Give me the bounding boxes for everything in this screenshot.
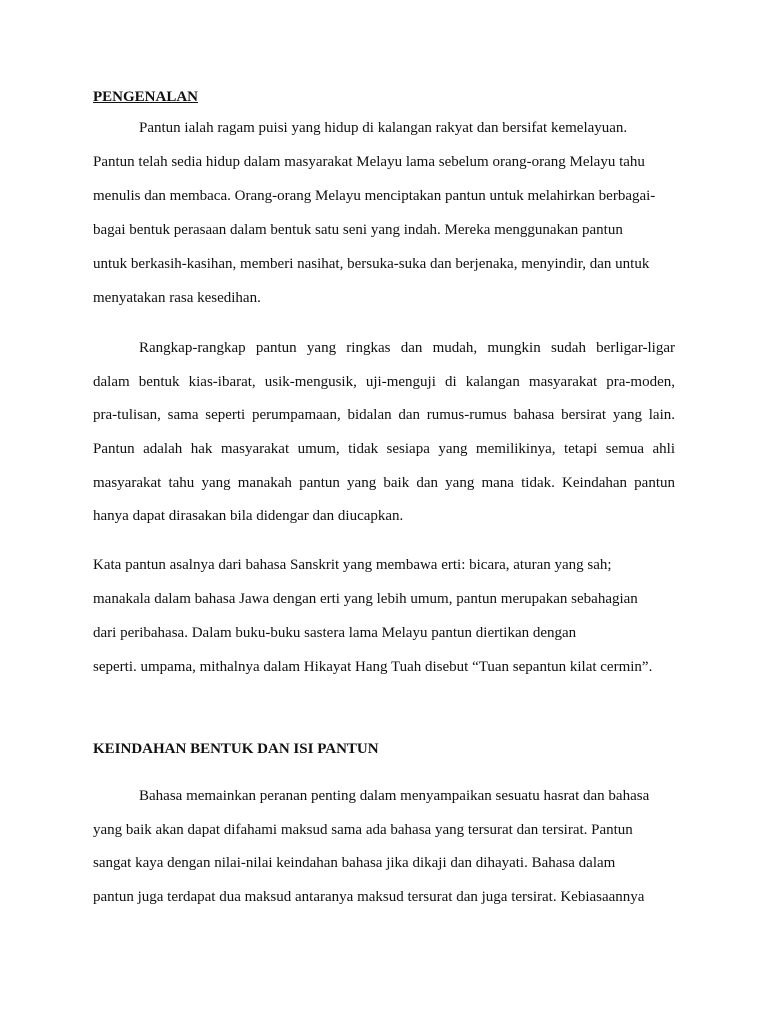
paragraph-line: bagai bentuk perasaan dalam bentuk satu seni yang indah. Mereka menggunakan pantun [93,222,623,238]
paragraph-line: Kata pantun asalnya dari bahasa Sanskrit yang membawa erti: bicara, aturan yang sah; [93,557,612,573]
paragraph-line: masyarakat tahu yang manakah pantun yang baik dan yang mana tidak. Keindahan pantun [93,475,675,491]
paragraph-line: hanya dapat dirasakan bila didengar dan diucapkan. [93,508,404,524]
paragraph-line: Pantun ialah ragam puisi yang hidup di kalangan rakyat dan bersifat kemelayuan. [139,120,628,136]
section-heading-keindahan: KEINDAHAN BENTUK DAN ISI PANTUN [93,741,379,757]
paragraph-line: manakala dalam bahasa Jawa dengan erti yang lebih umum, pantun merupakan sebahagian [93,591,638,607]
paragraph-line: pantun juga terdapat dua maksud antaranya maksud tersurat dan juga tersirat. Kebiasaannya [93,889,645,905]
paragraph-line: pra-tulisan, sama seperti perumpamaan, bidalan dan rumus-rumus bahasa bersirat yang lain. [93,407,675,423]
paragraph-line: seperti. umpama, mithalnya dalam Hikayat Hang Tuah disebut “Tuan sepantun kilat cermin”. [93,659,653,675]
paragraph-line: Pantun adalah hak masyarakat umum, tidak sesiapa yang memilikinya, tetapi semua ahli [93,441,675,457]
paragraph-line: menulis dan membaca. Orang-orang Melayu menciptakan pantun untuk melahirkan berbagai- [93,188,656,204]
paragraph-line: dari peribahasa. Dalam buku-buku sastera lama Melayu pantun diertikan dengan [93,625,577,641]
paragraph-line: Bahasa memainkan peranan penting dalam menyampaikan sesuatu hasrat dan bahasa [139,788,650,804]
paragraph-line: Pantun telah sedia hidup dalam masyarakat Melayu lama sebelum orang-orang Melayu tahu [93,154,645,170]
paragraph-line: Rangkap-rangkap pantun yang ringkas dan mudah, mungkin sudah berligar-ligar [139,340,675,356]
paragraph-line: yang baik akan dapat difahami maksud sama ada bahasa yang tersurat dan tersirat. Pantun [93,822,633,838]
paragraph-line: untuk berkasih-kasihan, memberi nasihat, bersuka-suka dan berjenaka, menyindir, dan untuk [93,256,650,272]
paragraph-line: sangat kaya dengan nilai-nilai keindahan bahasa jika dikaji dan dihayati. Bahasa dalam [93,855,616,871]
paragraph-line: menyatakan rasa kesedihan. [93,290,261,306]
section-heading-pengenalan: PENGENALAN [93,89,199,105]
paragraph-line: dalam bentuk kias-ibarat, usik-mengusik, uji-menguji di kalangan masyarakat pra-moden, [93,374,675,390]
